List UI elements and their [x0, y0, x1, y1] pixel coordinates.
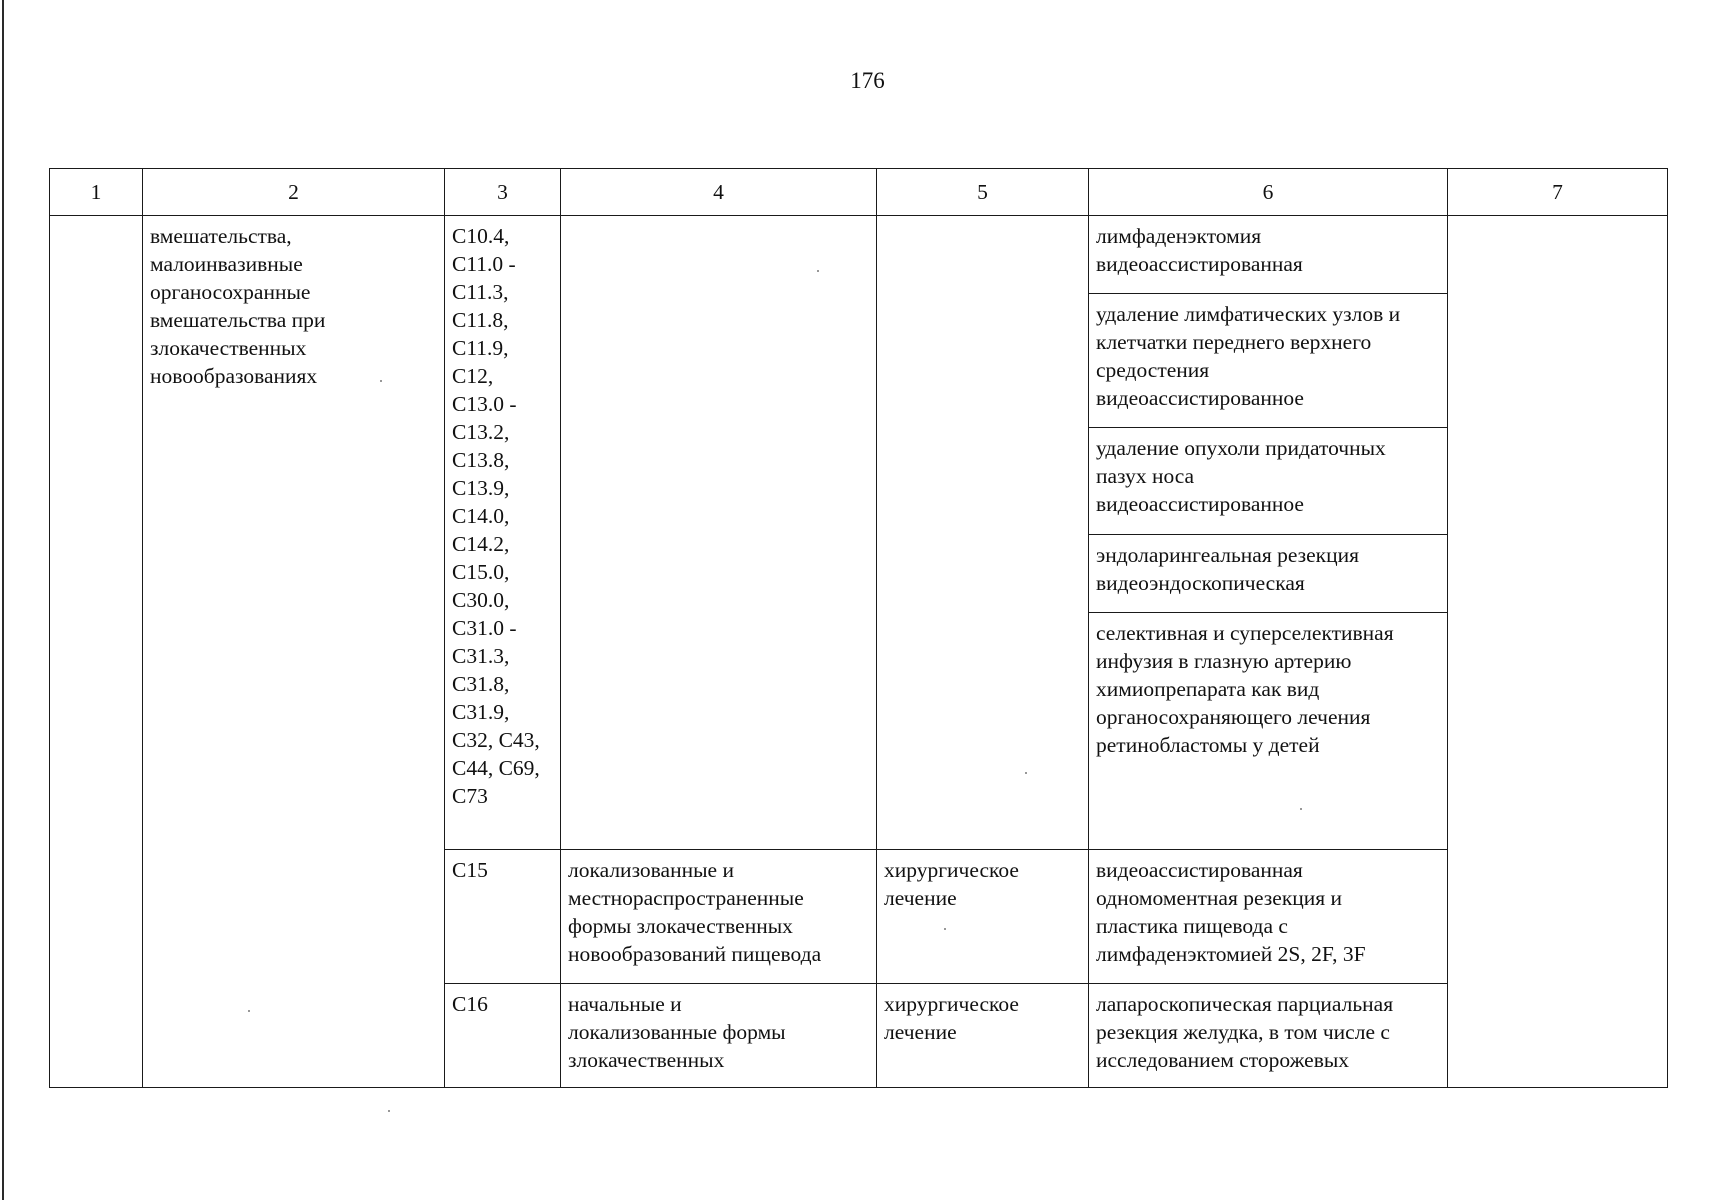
header-col-4: 4 — [561, 169, 877, 216]
header-col-5: 5 — [877, 169, 1089, 216]
header-col-7: 7 — [1448, 169, 1668, 216]
cell-col1 — [50, 216, 143, 1088]
cell-treatment-type: хирургическое лечение — [877, 983, 1089, 1087]
table-row — [50, 216, 1668, 294]
cell-method: селективная и суперселективная инфузия в глазную артерию химиопрепарата как вид органосохраняющего лечения ретинобластомы у детей — [1089, 612, 1448, 850]
cell-treatment-type: хирургическое лечение — [877, 850, 1089, 983]
scan-speck — [817, 270, 819, 272]
header-col-3: 3 — [445, 169, 561, 216]
scan-speck — [248, 1010, 250, 1012]
cell-icd-codes: C10.4, C11.0 - C11.3, C11.8, C11.9, C12, C13.0 - C13.2, C13.8, C13.9, C14.0, C14.2, C15.0, C30.0, C31.0 - C31.3, C31.8, C31.9, C32, C43, C44, C69, C73 — [445, 216, 561, 850]
scan-speck — [388, 1110, 390, 1112]
cell-diagnosis: начальные и локализованные формы злокачественных — [561, 983, 877, 1087]
cell-col5-empty — [877, 216, 1089, 850]
cell-method: лапароскопическая парциальная резекция желудка, в том числе с исследованием сторожевых — [1089, 983, 1448, 1087]
header-col-6: 6 — [1089, 169, 1448, 216]
header-col-2: 2 — [143, 169, 445, 216]
procedures-table — [49, 168, 1668, 1088]
cell-method: лимфаденэктомия видеоассистированная — [1089, 216, 1448, 294]
cell-diagnosis: локализованные и местнораспространенные формы злокачественных новообразований пищевода — [561, 850, 877, 983]
header-row — [50, 169, 1668, 216]
cell-icd-codes: C15 — [445, 850, 561, 983]
cell-col7 — [1448, 216, 1668, 1088]
cell-method: эндоларингеальная резекция видеоэндоскопическая — [1089, 534, 1448, 612]
page-left-edge-rule — [2, 0, 4, 1200]
page-number: 176 — [850, 68, 885, 93]
cell-method: удаление лимфатических узлов и клетчатки переднего верхнего средостения видеоассистированное — [1089, 294, 1448, 428]
scan-speck — [1300, 808, 1302, 810]
scan-speck — [380, 380, 382, 382]
scan-speck — [944, 928, 946, 930]
cell-intervention-group: вмешательства, малоинвазивные органосохранные вмешательства при злокачественных новообразованиях — [143, 216, 445, 1088]
header-col-1: 1 — [50, 169, 143, 216]
cell-col4-empty — [561, 216, 877, 850]
cell-icd-codes: C16 — [445, 983, 561, 1087]
cell-method: видеоассистированная одномоментная резекция и пластика пищевода с лимфаденэктомией 2S, 2F, 3F — [1089, 850, 1448, 983]
cell-method: удаление опухоли придаточных пазух носа видеоассистированное — [1089, 428, 1448, 534]
scan-speck — [1025, 772, 1027, 774]
